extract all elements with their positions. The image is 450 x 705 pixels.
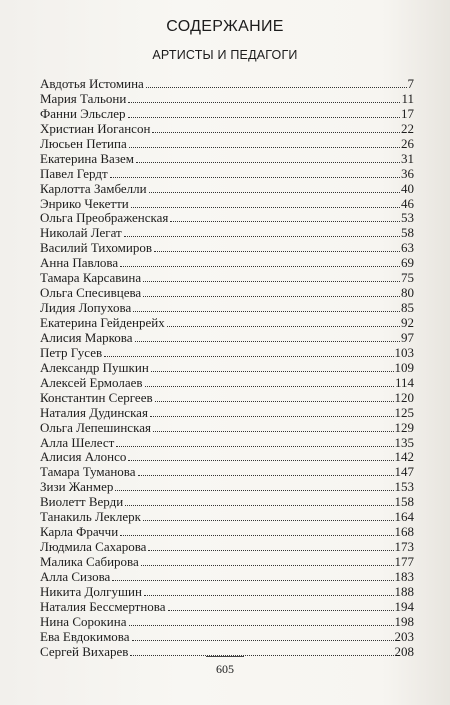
toc-entry-name: Наталия Бессмертнова [40, 599, 166, 614]
dot-leader [154, 241, 400, 252]
toc-entry-name: Мария Тальони [40, 91, 127, 106]
toc-entry [40, 226, 414, 241]
toc-entry-page: 177 [394, 555, 414, 569]
toc-entry-page: 129 [394, 420, 414, 435]
toc-entry-page: 125 [394, 405, 414, 420]
dot-leader [120, 525, 393, 536]
toc-entry-name: Екатерина Гейденрейх [40, 316, 165, 330]
dot-leader [141, 555, 394, 566]
toc-entry-page: 109 [394, 360, 414, 375]
toc-entry [40, 585, 414, 600]
dot-leader [135, 331, 400, 342]
dot-leader [131, 197, 400, 208]
toc-entry [40, 316, 414, 331]
dot-leader [133, 301, 400, 312]
dot-leader [153, 421, 394, 432]
toc-entry [40, 495, 414, 510]
toc-entry-name: Ольга Спесивцева [40, 286, 142, 301]
toc-entry [40, 421, 414, 436]
toc-entry-page: 75 [401, 271, 414, 286]
toc-entry-page: 208 [394, 644, 414, 659]
toc-entry [40, 540, 414, 555]
toc-entry [40, 630, 414, 645]
page-number: 605 [216, 662, 234, 676]
toc-entry [40, 301, 414, 316]
toc-entry-name: Тамара Карсавина [40, 271, 142, 286]
dot-leader [168, 600, 394, 611]
toc-entry [40, 167, 414, 182]
toc-entry [40, 107, 414, 122]
toc-entry-page: 53 [401, 211, 414, 226]
toc-entry-page: 120 [394, 390, 414, 405]
toc-entry-page: 183 [394, 569, 414, 584]
toc-entry [40, 406, 414, 421]
dot-leader [128, 107, 400, 118]
toc-entry-page: 80 [401, 286, 414, 301]
dot-leader [129, 137, 400, 148]
toc-entry-page: 85 [401, 301, 414, 316]
toc-entry-page: 188 [394, 584, 414, 599]
toc-entry-page: 40 [401, 181, 414, 196]
toc-entry-page: 69 [401, 256, 414, 271]
toc-entry [40, 182, 414, 197]
toc-entry-name: Анна Павлова [40, 256, 119, 271]
toc-entry-name: Алексей Ермолаев [40, 375, 143, 390]
toc-entry-name: Людмила Сахарова [40, 540, 147, 555]
dot-leader [155, 391, 394, 402]
dot-leader [128, 450, 393, 461]
toc-entry-page: 168 [394, 525, 414, 540]
toc-entry-name: Ольга Преображенская [40, 211, 169, 226]
toc-entry-page: 17 [401, 106, 414, 121]
toc-entry [40, 286, 414, 301]
dot-leader [145, 376, 394, 387]
dot-leader [112, 570, 393, 581]
toc-entry-page: 147 [394, 465, 414, 480]
page-title: СОДЕРЖАНИЕ [166, 18, 284, 35]
toc-entry-name: Виолетт Верди [40, 495, 124, 510]
toc-entry [40, 152, 414, 167]
toc-entry-name: Наталия Дудинская [40, 405, 148, 420]
toc-entry-name: Ева Евдокимова [40, 629, 130, 644]
toc-entry-name: Александр Пушкин [40, 360, 149, 375]
toc-entry-name: Фанни Эльслер [40, 106, 126, 121]
toc-entry-name: Христиан Иогансон [40, 121, 151, 136]
toc-entry [40, 346, 414, 361]
toc-entry-page: 164 [394, 510, 414, 525]
toc-entry [40, 391, 414, 406]
dot-leader [144, 585, 394, 596]
dot-leader [148, 540, 393, 551]
toc-entry-name: Карла Фраччи [40, 525, 119, 540]
toc-entry-name: Танакиль Леклерк [40, 510, 141, 525]
toc-entry-name: Ольга Лепешинская [40, 420, 151, 435]
toc-entry-name: Малика Сабирова [40, 555, 139, 569]
toc-entry [40, 645, 414, 660]
toc-entry-name: Петр Гусев [40, 345, 103, 360]
toc-entry [40, 197, 414, 212]
toc-entry-page: 153 [394, 480, 414, 495]
dot-leader [128, 92, 400, 103]
toc-entry-name: Лидия Лопухова [40, 301, 132, 316]
dot-leader [130, 645, 393, 656]
toc-entry [40, 555, 414, 570]
toc-entry [40, 122, 414, 137]
dot-leader [120, 256, 400, 267]
dot-leader [138, 465, 394, 476]
toc-entry-page: 142 [394, 450, 414, 465]
toc-entry [40, 241, 414, 256]
toc-entry-name: Тамара Туманова [40, 465, 136, 480]
dot-leader [129, 615, 394, 626]
toc-entry-page: 58 [401, 226, 414, 241]
toc-entry-page: 46 [401, 196, 414, 211]
toc-entry-page: 63 [401, 241, 414, 256]
toc-entry-name: Алисия Маркова [40, 330, 133, 345]
toc-entry [40, 77, 414, 92]
toc-entry-page: 198 [394, 614, 414, 629]
toc-entry-name: Алисия Алонсо [40, 450, 127, 465]
dot-leader [170, 211, 400, 222]
toc-entry [40, 331, 414, 346]
dot-leader [136, 152, 400, 163]
toc-entry [40, 480, 414, 495]
toc-entry-page: 103 [394, 345, 414, 360]
toc-entry-name: Екатерина Вазем [40, 151, 134, 166]
toc-entry [40, 600, 414, 615]
toc-entry-name: Зизи Жанмер [40, 480, 114, 495]
toc-entry-name: Павел Гердт [40, 166, 108, 181]
toc-entry [40, 137, 414, 152]
dot-leader [146, 77, 407, 88]
toc-entry-page: 92 [401, 316, 414, 330]
toc-entry-page: 135 [394, 435, 414, 450]
toc-entry-page: 203 [394, 629, 414, 644]
dot-leader [152, 122, 400, 133]
dot-leader [151, 361, 394, 372]
toc-entry-page: 11 [401, 91, 414, 106]
toc-entry [40, 525, 414, 540]
toc-entry-page: 36 [401, 166, 414, 181]
toc-entry [40, 376, 414, 391]
dot-leader [149, 182, 400, 193]
toc-entry [40, 570, 414, 585]
toc-entry-page: 7 [407, 77, 414, 91]
toc-entry-name: Авдотья Истомина [40, 77, 144, 91]
toc-entry-page: 26 [401, 136, 414, 151]
toc-entry-page: 31 [401, 151, 414, 166]
toc-entry-name: Карлотта Замбелли [40, 181, 147, 196]
toc-entry-page: 22 [401, 121, 414, 136]
dot-leader [115, 480, 393, 491]
dot-leader [104, 346, 393, 357]
toc-entry [40, 510, 414, 525]
section-heading: АРТИСТЫ И ПЕДАГОГИ [152, 48, 298, 62]
toc-entry-name: Сергей Вихарев [40, 644, 129, 659]
toc-entry [40, 465, 414, 480]
toc-entry [40, 256, 414, 271]
dot-leader [167, 316, 400, 327]
toc-entry-page: 97 [401, 330, 414, 345]
toc-entry-page: 194 [394, 599, 414, 614]
dot-leader [116, 436, 393, 447]
toc-entry-name: Люсьен Петипа [40, 136, 127, 151]
dot-leader [150, 406, 394, 417]
dot-leader [125, 495, 393, 506]
toc-entry [40, 450, 414, 465]
toc-entry [40, 615, 414, 630]
toc-entry [40, 271, 414, 286]
toc-entry [40, 211, 414, 226]
toc-entry-name: Алла Сизова [40, 569, 111, 584]
toc-entry-name: Нина Сорокина [40, 614, 127, 629]
toc-entry [40, 436, 414, 451]
toc-entry-name: Энрико Чекетти [40, 196, 129, 211]
toc-entry-name: Никита Долгушин [40, 584, 142, 599]
toc-entry-name: Алла Шелест [40, 435, 115, 450]
toc-entry-name: Василий Тихомиров [40, 241, 152, 256]
toc-entry-page: 114 [394, 375, 414, 390]
toc-entry [40, 92, 414, 107]
toc-entry-page: 158 [394, 495, 414, 510]
footer-divider [206, 656, 244, 657]
table-of-contents [40, 77, 414, 660]
dot-leader [143, 271, 400, 282]
toc-entry-name: Константин Сергеев [40, 390, 153, 405]
dot-leader [132, 630, 394, 641]
dot-leader [143, 510, 394, 521]
dot-leader [143, 286, 400, 297]
toc-entry-page: 173 [394, 540, 414, 555]
dot-leader [110, 167, 400, 178]
toc-entry [40, 361, 414, 376]
toc-entry-name: Николай Легат [40, 226, 122, 241]
dot-leader [124, 226, 400, 237]
